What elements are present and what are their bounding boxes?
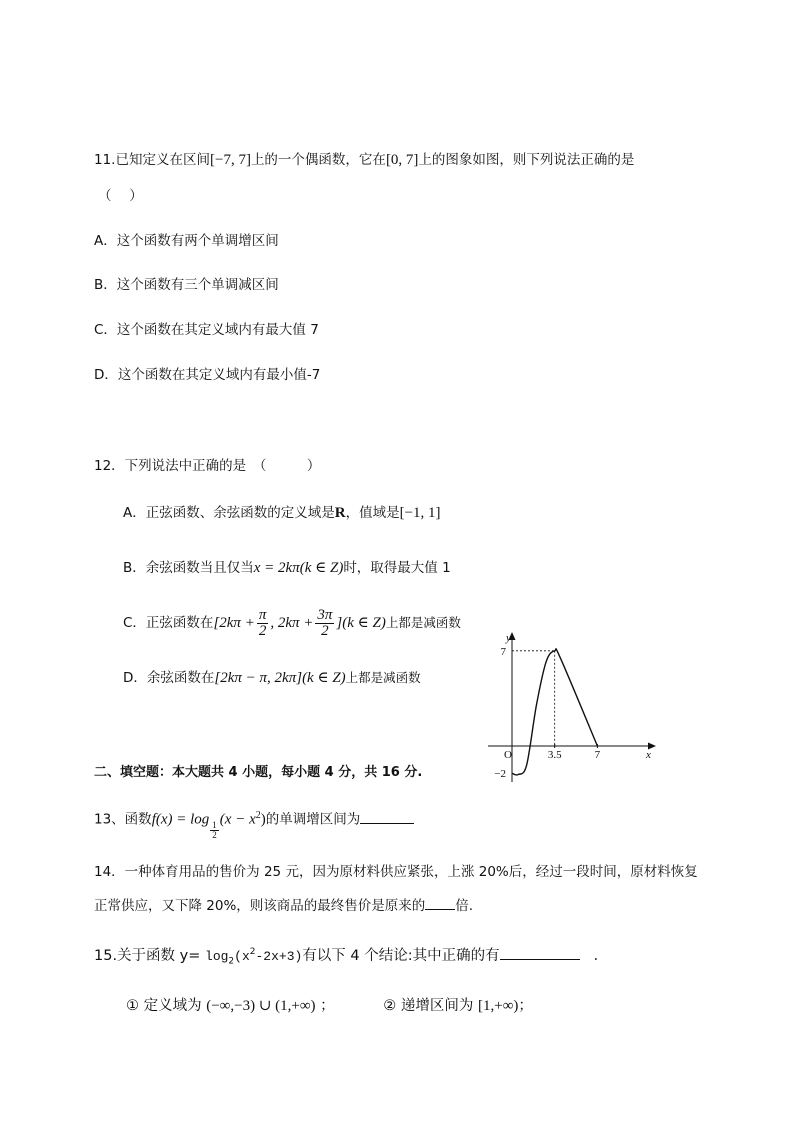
- q15-end: ．: [593, 947, 609, 964]
- q11-interval2: [0, 7]: [385, 152, 419, 168]
- q12-stem: 12．下列说法中正确的是 （ ）: [94, 458, 321, 474]
- q11-option-d: D．这个函数在其定义域内有最小值-7: [94, 367, 321, 383]
- q12-d-suffix: 上都是减函数: [345, 670, 421, 685]
- q12-c-frac1-den: 2: [258, 622, 267, 639]
- q12-c-m2: , 2kπ +: [270, 615, 314, 631]
- q14-answer-blank[interactable]: [425, 895, 455, 910]
- q15-suffix: 有以下 4 个结论:其中正确的有: [302, 947, 500, 964]
- q15-items: [126, 996, 533, 1016]
- x-tick-7: 7: [594, 749, 601, 761]
- q11-prefix: 11.已知定义在区间: [94, 152, 210, 168]
- q12-a-r: R: [334, 505, 346, 521]
- q12-option-c: [123, 603, 461, 643]
- q15-item2: [383, 998, 533, 1014]
- q15-item2-end: ；: [518, 998, 533, 1014]
- q12-a-text: A．正弦函数、余弦函数的定义域是: [123, 505, 335, 521]
- q12-b-math: x = 2kπ(k ∈ Z): [253, 560, 344, 576]
- q12-option-a: [123, 503, 441, 523]
- q12-c-text: C．正弦函数在: [123, 615, 214, 631]
- q13-suffix: 的单调增区间为: [265, 811, 361, 828]
- q12-d-text: D．余弦函数在: [123, 670, 215, 686]
- q12-a-range: [−1, 1]: [399, 505, 441, 521]
- q15-arg: (x: [234, 948, 250, 964]
- q13-prefix: 13、函数: [94, 811, 152, 828]
- q11-option-c: C．这个函数在其定义域内有最大值 7: [94, 322, 319, 338]
- q13-log-base: [210, 821, 219, 840]
- x-axis-label: x: [646, 749, 651, 761]
- q12-c-frac1-num: π: [258, 606, 267, 623]
- q12-c-m3: ](k ∈ Z): [336, 615, 386, 631]
- q15-arg2: -2x+3): [255, 948, 303, 964]
- q12-b-suffix: 时，取得最大值 1: [343, 560, 451, 576]
- q15-stem: [94, 942, 608, 972]
- q15-sub: 2: [228, 956, 235, 967]
- q13-base-den: 2: [212, 829, 217, 840]
- q15-log: log: [205, 948, 229, 964]
- q14-line2-prefix: 正常供应，又下降 20%，则该商品的最终售价是原来的: [94, 898, 426, 914]
- q12-c-m1: [2kπ +: [213, 615, 255, 631]
- q11-option-b: B．这个函数有三个单调减区间: [94, 277, 279, 293]
- function-graph: [484, 630, 659, 790]
- q15-item1-end: ；: [320, 998, 335, 1014]
- q12-b-text: B．余弦函数当且仅当: [123, 560, 254, 576]
- q15-sup: 2: [249, 947, 256, 957]
- q12-c-frac1: [257, 608, 269, 639]
- q12-c-frac2: [315, 608, 334, 639]
- q14-line2: [94, 895, 473, 916]
- q14-line2-suffix: 倍.: [455, 898, 474, 914]
- y-tick-7: 7: [500, 645, 506, 658]
- q15-item1-math: (−∞,−3) ∪ (1,+∞): [206, 998, 316, 1014]
- q12-option-b: [123, 558, 451, 578]
- q11-suffix: 上的图象如图，则下列说法正确的是: [418, 152, 635, 168]
- q12-a-range-label: ，值域是: [345, 505, 400, 521]
- q13-exp: 2: [255, 810, 261, 821]
- q12-c-suffix: 上都是减函数: [385, 615, 461, 630]
- section2-heading: 二、填空题：本大题共 4 小题，每小题 4 分，共 16 分.: [94, 765, 423, 780]
- y-axis-label: y: [506, 632, 511, 644]
- q15-prefix: 15.关于函数 y=: [94, 947, 201, 964]
- q11-paren: （ ）: [98, 188, 143, 204]
- q15-item1-label: ① 定义域为: [126, 998, 202, 1014]
- q11-interval1: [−7, 7]: [209, 152, 251, 168]
- x-tick-origin: O: [504, 749, 512, 761]
- q12-c-frac2-den: 2: [321, 622, 329, 639]
- q13-arg: (x − x: [219, 811, 256, 828]
- y-tick-minus-2: −2: [494, 768, 506, 781]
- graph-marks: [494, 646, 600, 780]
- q15-answer-blank[interactable]: [500, 945, 580, 960]
- q11-option-a: A．这个函数有两个单调增区间: [94, 233, 279, 249]
- x-tick-3-5: 3.5: [547, 749, 562, 761]
- q13-close: ): [260, 811, 266, 828]
- q12-c-frac2-num: 3π: [317, 606, 333, 623]
- q15-item2-label: ② 递增区间为: [383, 998, 474, 1014]
- q12-option-d: [123, 668, 421, 688]
- q12-d-math: [2kπ − π, 2kπ](k ∈ Z): [214, 670, 346, 686]
- q13-f: f(x) = log: [151, 811, 210, 828]
- q13-answer-blank[interactable]: [360, 809, 414, 824]
- q11-mid: 上的一个偶函数，它在: [250, 152, 386, 168]
- q15-item2-math: [1,+∞): [477, 998, 519, 1014]
- q13-base-num: 1: [212, 819, 217, 830]
- q14-line1: 14．一种体育用品的售价为 25 元，因为原材料供应紧张，上涨 20%后，经过一段时间，原材料恢复: [94, 864, 698, 880]
- q13-stem: [94, 806, 414, 840]
- q11-stem: [94, 150, 634, 170]
